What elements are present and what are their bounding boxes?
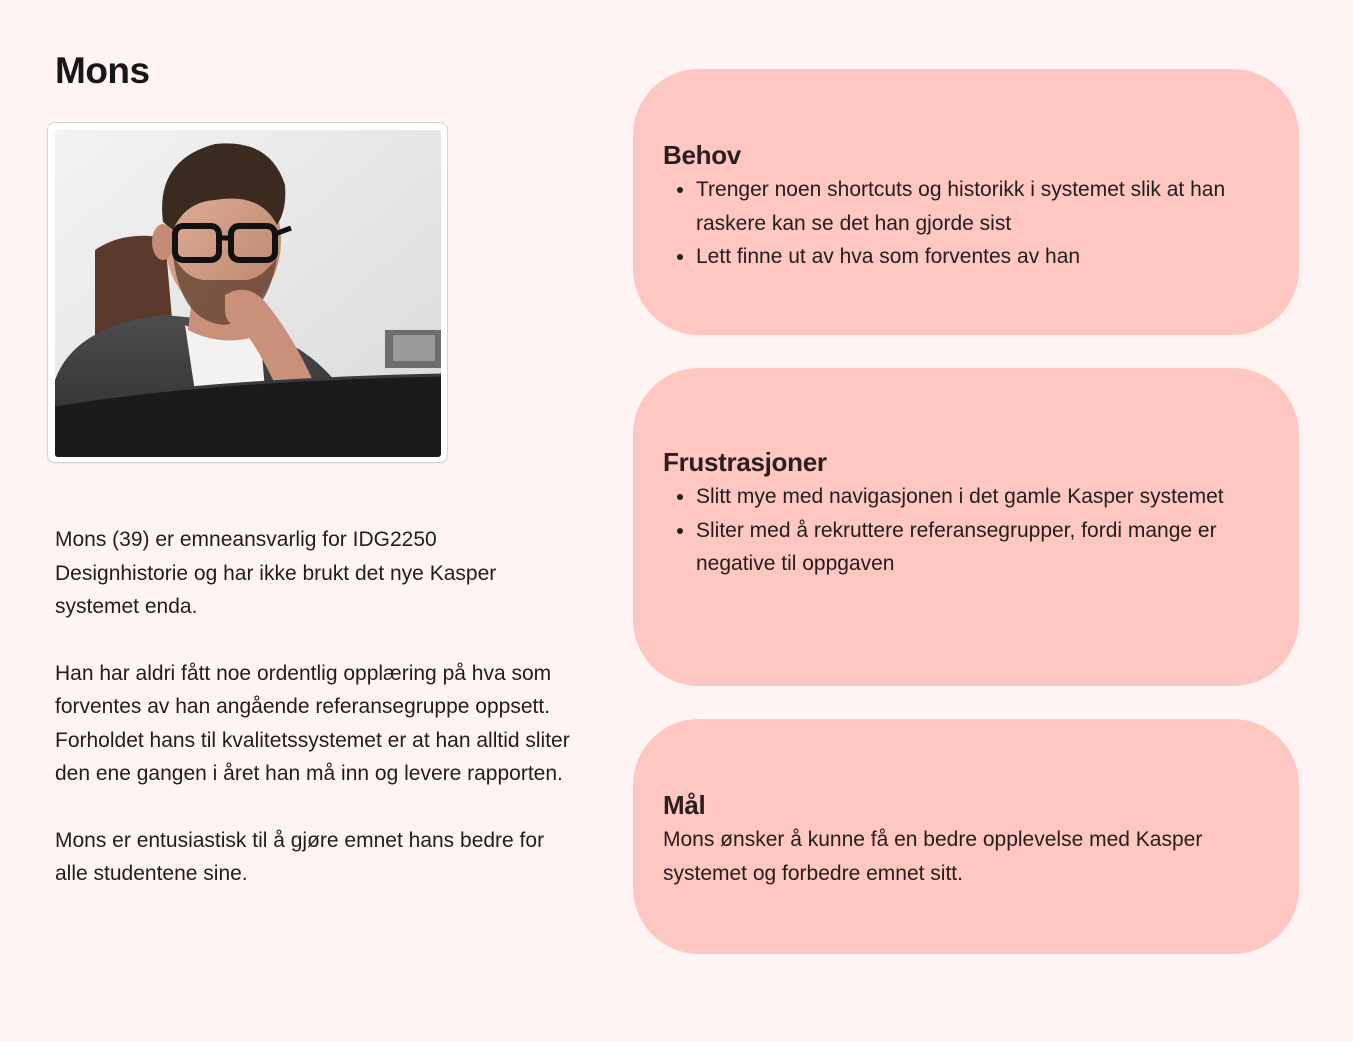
persona-photo-frame bbox=[47, 122, 448, 463]
bio-paragraph: Mons (39) er emneansvarlig for IDG2250 Designhistorie og har ikke brukt det nye Kasper systemet enda. bbox=[55, 528, 497, 618]
frustrations-list bbox=[663, 480, 1271, 581]
bio-paragraph: Han har aldri fått noe ordentlig opplæring på hva som forventes av han angående referansegruppe oppsett. Forholdet hans til kvalitetssystemet er at han alltid sliter den ene gangen i året han må inn og levere rapporten. bbox=[55, 661, 570, 785]
goals-title: Mål bbox=[663, 790, 706, 820]
goals-text: Mons ønsker å kunne få en bedre opplevelse med Kasper systemet og forbedre emnet sitt. bbox=[663, 828, 1203, 885]
persona-photo bbox=[55, 130, 441, 457]
needs-card bbox=[633, 69, 1299, 335]
persona-bio bbox=[55, 523, 575, 924]
list-item: • Slitt mye med navigasjonen i det gamle Kasper systemet bbox=[696, 480, 1271, 514]
list-item: • Lett finne ut av hva som forventes av han bbox=[696, 240, 1271, 274]
list-item: • Trenger noen shortcuts og historikk i systemet slik at han raskere kan se det han gjorde sist bbox=[696, 173, 1271, 240]
list-item: • Sliter med å rekruttere referansegrupper, fordi mange er negative til oppgaven bbox=[696, 514, 1271, 581]
bio-paragraph: Mons er entusiastisk til å gjøre emnet hans bedre for alle studentene sine. bbox=[55, 828, 545, 885]
goals-card bbox=[633, 719, 1299, 954]
needs-title: Behov bbox=[663, 140, 741, 170]
frustrations-title: Frustrasjoner bbox=[663, 447, 827, 477]
needs-list bbox=[663, 173, 1271, 274]
persona-photo-illustration bbox=[55, 130, 441, 457]
persona-name: Mons bbox=[55, 50, 150, 91]
frustrations-card bbox=[633, 368, 1299, 686]
